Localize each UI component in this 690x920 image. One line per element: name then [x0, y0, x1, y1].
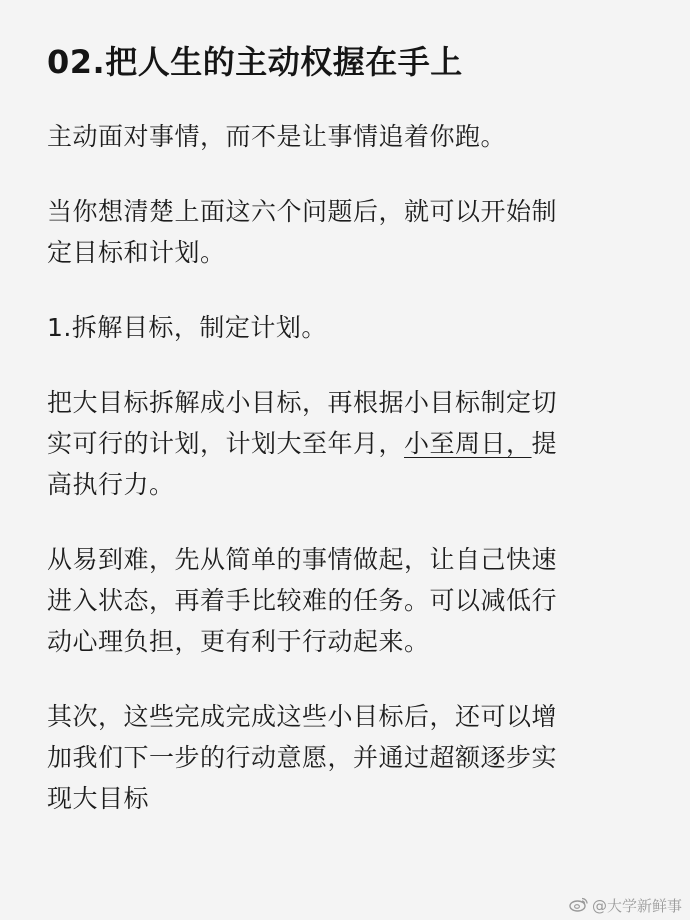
text-line: 从易到难，先从简单的事情做起，让自己快速	[47, 545, 558, 574]
text-line: 当你想清楚上面这六个问题后，就可以开始制	[47, 197, 558, 226]
paragraph-3-heading	[47, 307, 647, 348]
paragraph-5	[47, 539, 647, 662]
paragraph-6	[47, 696, 647, 819]
watermark	[569, 895, 682, 916]
text-segment: 提	[531, 429, 558, 458]
paragraph-1	[47, 116, 647, 157]
text-line: 动心理负担，更有利于行动起来。	[47, 627, 430, 656]
text-line: 加我们下一步的行动意愿，并通过超额逐步实	[47, 743, 558, 772]
text-line: 定目标和计划。	[47, 238, 226, 267]
text-line: 其次，这些完成完成这些小目标后，还可以增	[47, 702, 558, 731]
text-segment: 实可行的计划，计划大至年月，	[47, 429, 405, 458]
paragraph-4	[47, 382, 647, 505]
weibo-icon	[569, 896, 592, 916]
watermark-text: @大学新鲜事	[591, 897, 682, 915]
text-line: 1.拆解目标，制定计划。	[47, 313, 327, 342]
page-title: 02.把人生的主动权握在手上	[47, 43, 463, 81]
text-line: 现大目标	[47, 784, 150, 813]
document	[47, 38, 647, 853]
text-line: 高执行力。	[47, 470, 175, 499]
text-line: 进入状态，再着手比较难的任务。可以减低行	[47, 586, 558, 615]
text-line: 主动面对事情，而不是让事情追着你跑。	[47, 122, 507, 151]
underlined-text: 小至周日，	[404, 429, 532, 458]
paragraph-2	[47, 191, 647, 273]
text-line: 把大目标拆解成小目标，再根据小目标制定切	[47, 388, 558, 417]
text-line	[47, 423, 647, 464]
